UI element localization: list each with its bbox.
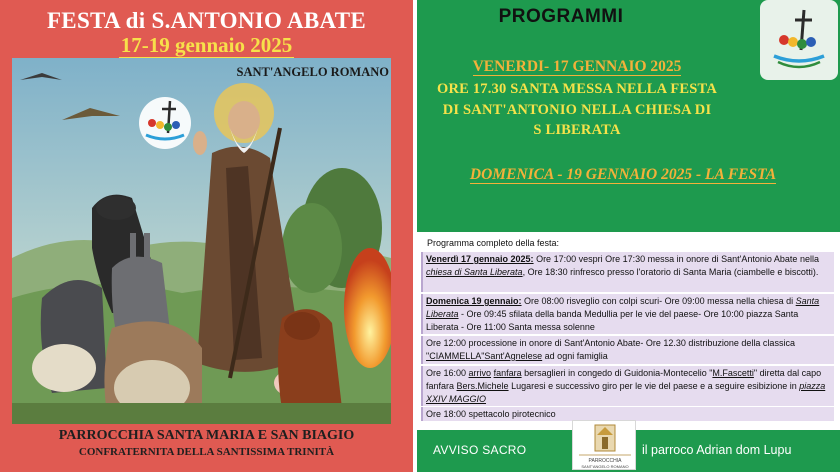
full-program-label: Programma completo della festa: <box>427 238 560 248</box>
sunday-text-2: - Ore 09:45 sfilata della banda Medullia per le vie del paese- Ore 10:00 piazza Santa Liberata - Ore 11:00 Santa messa solenne <box>426 309 799 332</box>
fanfara-arrivo: arrivo <box>468 368 492 378</box>
badge-subtext: SANT'ANGELO ROMANO <box>581 464 629 469</box>
program-item-sunday <box>421 294 834 334</box>
fanfara-text-1: Ore 16:00 <box>426 368 469 378</box>
friday-heading-text: VENERDI- 17 GENNAIO 2025 <box>472 58 682 75</box>
program-header-panel <box>417 0 840 232</box>
ciammella-name: "CIAMMELLA"Sant'Agnelese <box>426 351 543 361</box>
friday-heading <box>417 58 737 76</box>
parish-badge <box>572 420 636 470</box>
program-item-fireworks <box>421 407 834 421</box>
jubilee-logo-right-icon <box>760 0 838 80</box>
saint-painting <box>12 58 391 424</box>
program-item-fanfara <box>421 366 834 406</box>
poster-title: FESTA di S.ANTONIO ABATE <box>46 8 367 33</box>
sunday-text-1: Ore 08:00 risveglio con colpi scuri- Ore 09:00 messa nella chiesa di <box>521 296 796 306</box>
poster-dates <box>0 33 413 58</box>
sunday-church: Santa Liberata <box>426 296 820 319</box>
fanfara-text-5: Lugaresi e successivo giro per le vie del paese e a seguire esibizione in <box>508 381 800 391</box>
jubilee-logo <box>130 93 200 155</box>
saint-anthony-illustration <box>12 58 391 424</box>
program-panel <box>413 0 840 472</box>
friday-text-1: Ore 17:00 vespri Ore 17:30 messa in onore di Sant'Antonio Abate nella <box>533 254 819 264</box>
procession-text-1: Ore 12:00 processione in onore di Sant'Antonio Abate- Ore 12.30 distribuzione della classica <box>426 338 795 348</box>
poster-confraternity: CONFRATERNITA DELLA SANTISSIMA TRINITÀ <box>78 446 335 458</box>
friday-church: chiesa di Santa Liberata <box>426 267 523 277</box>
avviso-sacro: AVVISO SACRO <box>433 443 527 457</box>
festival-poster <box>0 0 413 472</box>
program-title: PROGRAMMI <box>498 6 624 27</box>
friday-line-1: ORE 17.30 SANTA MESSA NELLA FESTA <box>436 81 718 97</box>
friday-text-2: , Ore 18:30 rinfresco presso l'oratorio di Santa Maria (ciambelle e biscotti). <box>522 267 819 277</box>
parish-badge-icon <box>573 421 637 471</box>
friday-line-2: DI SANT'ANTONIO NELLA CHIESA DI <box>442 102 712 118</box>
fanfara-piazza: piazza XXIV MAGGIO <box>426 381 826 404</box>
jubilee-logo-icon <box>130 93 200 155</box>
sunday-day: Domenica 19 gennaio: <box>426 296 522 306</box>
jubilee-logo-right <box>760 0 838 80</box>
program-item-friday <box>421 252 834 292</box>
sunday-heading <box>417 166 829 184</box>
fanfara-text-4: " diretta dal capo fanfara <box>426 368 822 391</box>
procession-text-2: ad ogni famiglia <box>542 351 608 361</box>
badge-text: PARROCCHIA <box>588 458 622 464</box>
poster-place: SANT'ANGELO ROMANO <box>236 65 389 79</box>
program-item-procession <box>421 336 834 364</box>
fireworks-text: Ore 18:00 spettacolo pirotecnico <box>426 409 556 419</box>
poster-dates-text: 17-19 gennaio 2025 <box>120 33 293 57</box>
fanfara-word: fanfara <box>493 368 522 378</box>
fanfara-mfascetti: M.Fascetti <box>712 368 754 378</box>
friday-day: Venerdì 17 gennaio 2025: <box>426 254 534 264</box>
sunday-heading-text: DOMENICA - 19 GENNAIO 2025 - LA FESTA <box>469 166 777 183</box>
poster-parish: PARROCCHIA SANTA MARIA E SAN BIAGIO <box>58 428 355 443</box>
friday-line-3: S LIBERATA <box>533 122 621 138</box>
parish-priest: il parroco Adrian dom Lupu <box>642 443 792 457</box>
fanfara-text-3: bersaglieri in congedo di Guidonia-Montecelio " <box>521 368 713 378</box>
fanfara-bers: Bers.Michele <box>456 381 509 391</box>
